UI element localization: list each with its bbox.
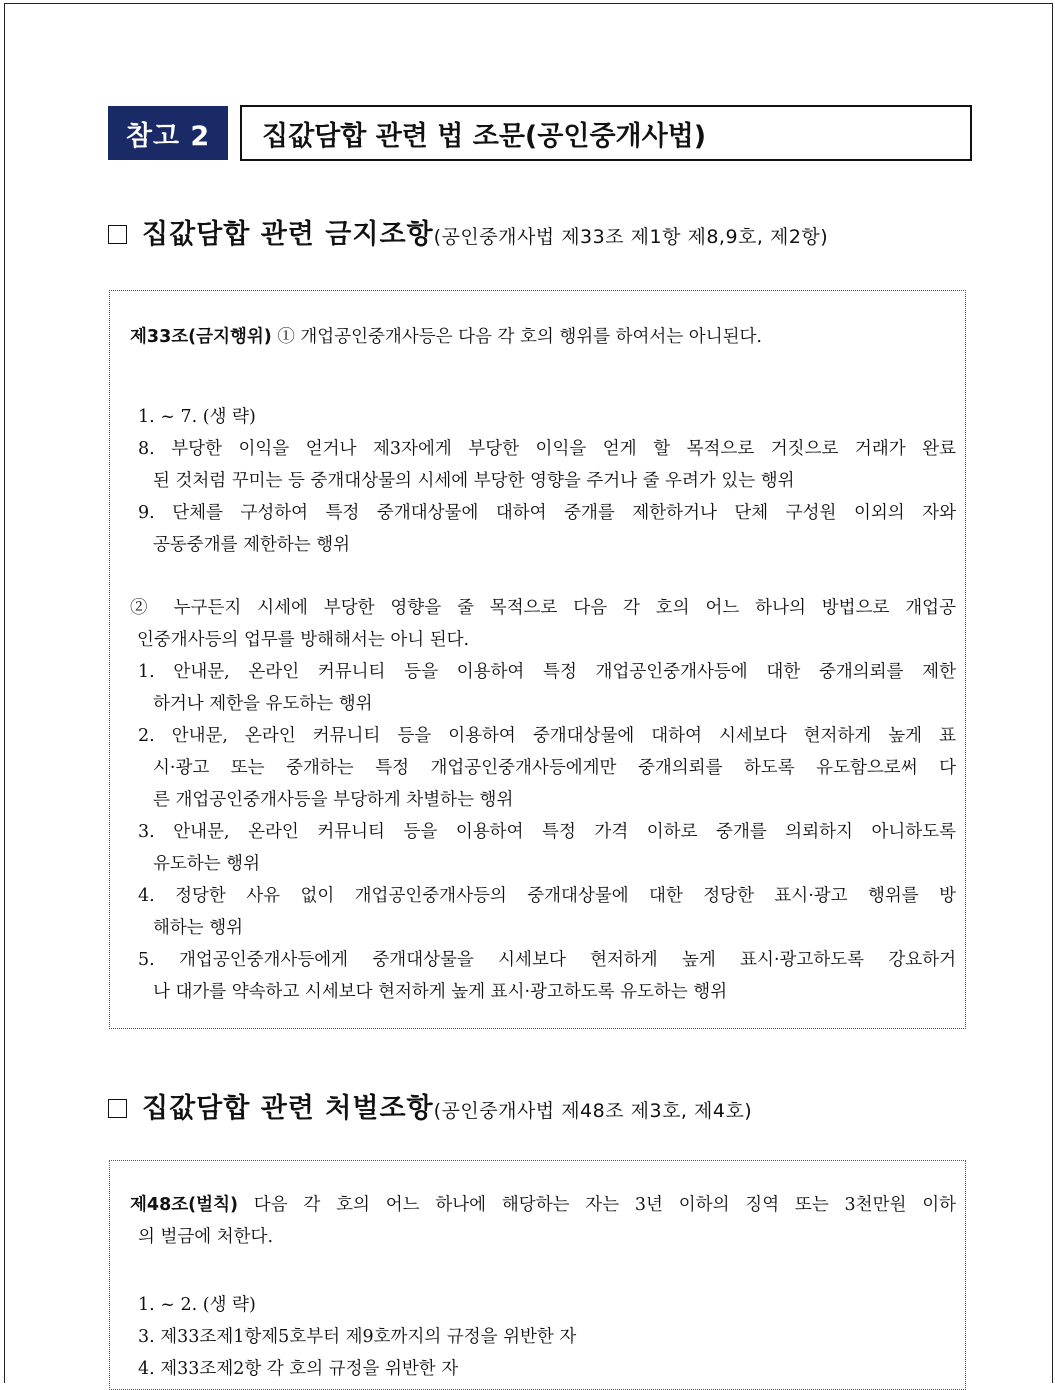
- section2-heading: [108, 1086, 752, 1126]
- reference-title-text: 집값담합 관련 법 조문(공인중개사법): [262, 120, 707, 152]
- section1-heading: [108, 212, 828, 252]
- s1-line-9: 2. 안내문, 온라인 커뮤니티 등을 이용하여 중개대상물에 대하여 시세보다 현저하게 높게 표: [138, 726, 956, 746]
- s1-line-11: 른 개업공인중개사등을 부당하게 차별하는 행위: [153, 790, 514, 810]
- s2-line-0: 1. ~ 2. (생 략): [138, 1295, 256, 1315]
- s1-line-13: 유도하는 행위: [153, 854, 260, 874]
- s1-line-0: 1. ~ 7. (생 략): [138, 407, 256, 427]
- s1-line-10: 시·광고 또는 중개하는 특정 개업공인중개사등에게만 중개의뢰를 하도록 유도함으로써 다: [153, 758, 956, 778]
- s1-line-12: 3. 안내문, 온라인 커뮤니티 등을 이용하여 특정 가격 이하로 중개를 의뢰하지 아니하도록: [138, 822, 956, 842]
- article-33-heading: [130, 329, 956, 347]
- s1-line-6: 인중개사등의 업무를 방해해서는 아니 된다.: [137, 630, 470, 650]
- s1-line-15: 해하는 행위: [153, 918, 244, 938]
- s2-line-2: 4. 제33조제2항 각 호의 규정을 위반한 자: [138, 1359, 459, 1379]
- s1-line-4: 공동중개를 제한하는 행위: [153, 535, 351, 555]
- s1-line-2: 된 것처럼 꾸미는 등 중개대상물의 시세에 부당한 영향을 주거나 줄 우려가 있는 행위: [153, 471, 795, 491]
- section2-law-ref: (공인중개사법 제48조 제3호, 제4호): [433, 1100, 753, 1122]
- article-33-intro: ① 개업공인중개사등은 다음 각 호의 행위를 하여서는 아니된다.: [271, 327, 762, 347]
- article-48-heading: [130, 1197, 956, 1215]
- article-33-title: 제33조(금지행위): [130, 327, 272, 347]
- checkbox-square-icon: [108, 1099, 127, 1118]
- s1-line-8: 하거나 제한을 유도하는 행위: [153, 694, 373, 714]
- section2-title: 집값담합 관련 처벌조항: [142, 1093, 434, 1124]
- section1-title: 집값담합 관련 금지조항: [142, 219, 434, 250]
- s1-line-17: 나 대가를 약속하고 시세보다 현저하게 높게 표시·광고하도록 유도하는 행위: [153, 982, 728, 1002]
- s1-line-3: 9. 단체를 구성하여 특정 중개대상물에 대하여 중개를 제한하거나 단체 구성원 이외의 자와: [138, 503, 956, 523]
- article-48-title: 제48조(벌칙): [130, 1195, 238, 1215]
- s1-line-7: 1. 안내문, 온라인 커뮤니티 등을 이용하여 특정 개업공인중개사등에 대한 중개의뢰를 제한: [138, 662, 956, 682]
- reference-badge: 참고 2: [108, 106, 228, 160]
- s1-line-14: 4. 정당한 사유 없이 개업공인중개사등의 중개대상물에 대한 정당한 표시·광고 행위를 방: [138, 886, 956, 906]
- reference-title: [240, 105, 972, 161]
- article-48-intro: 다음 각 호의 어느 하나에 해당하는 자는 3년 이하의 징역 또는 3천만원 이하: [237, 1195, 956, 1215]
- checkbox-square-icon: [108, 225, 127, 244]
- article-48-intro-cont: 의 벌금에 처한다.: [138, 1227, 274, 1247]
- s1-line-1: 8. 부당한 이익을 얻거나 제3자에게 부당한 이익을 얻게 할 목적으로 거짓으로 거래가 완료: [138, 439, 956, 459]
- s1-line-16: 5. 개업공인중개사등에게 중개대상물을 시세보다 현저하게 높게 표시·광고하도록 강요하거: [138, 950, 956, 970]
- section1-law-ref: (공인중개사법 제33조 제1항 제8,9호, 제2항): [433, 226, 829, 248]
- s2-line-1: 3. 제33조제1항제5호부터 제9호까지의 규정을 위반한 자: [138, 1327, 577, 1347]
- s1-line-5: ② 누구든지 시세에 부당한 영향을 줄 목적으로 다음 각 호의 어느 하나의 방법으로 개업공: [130, 598, 956, 618]
